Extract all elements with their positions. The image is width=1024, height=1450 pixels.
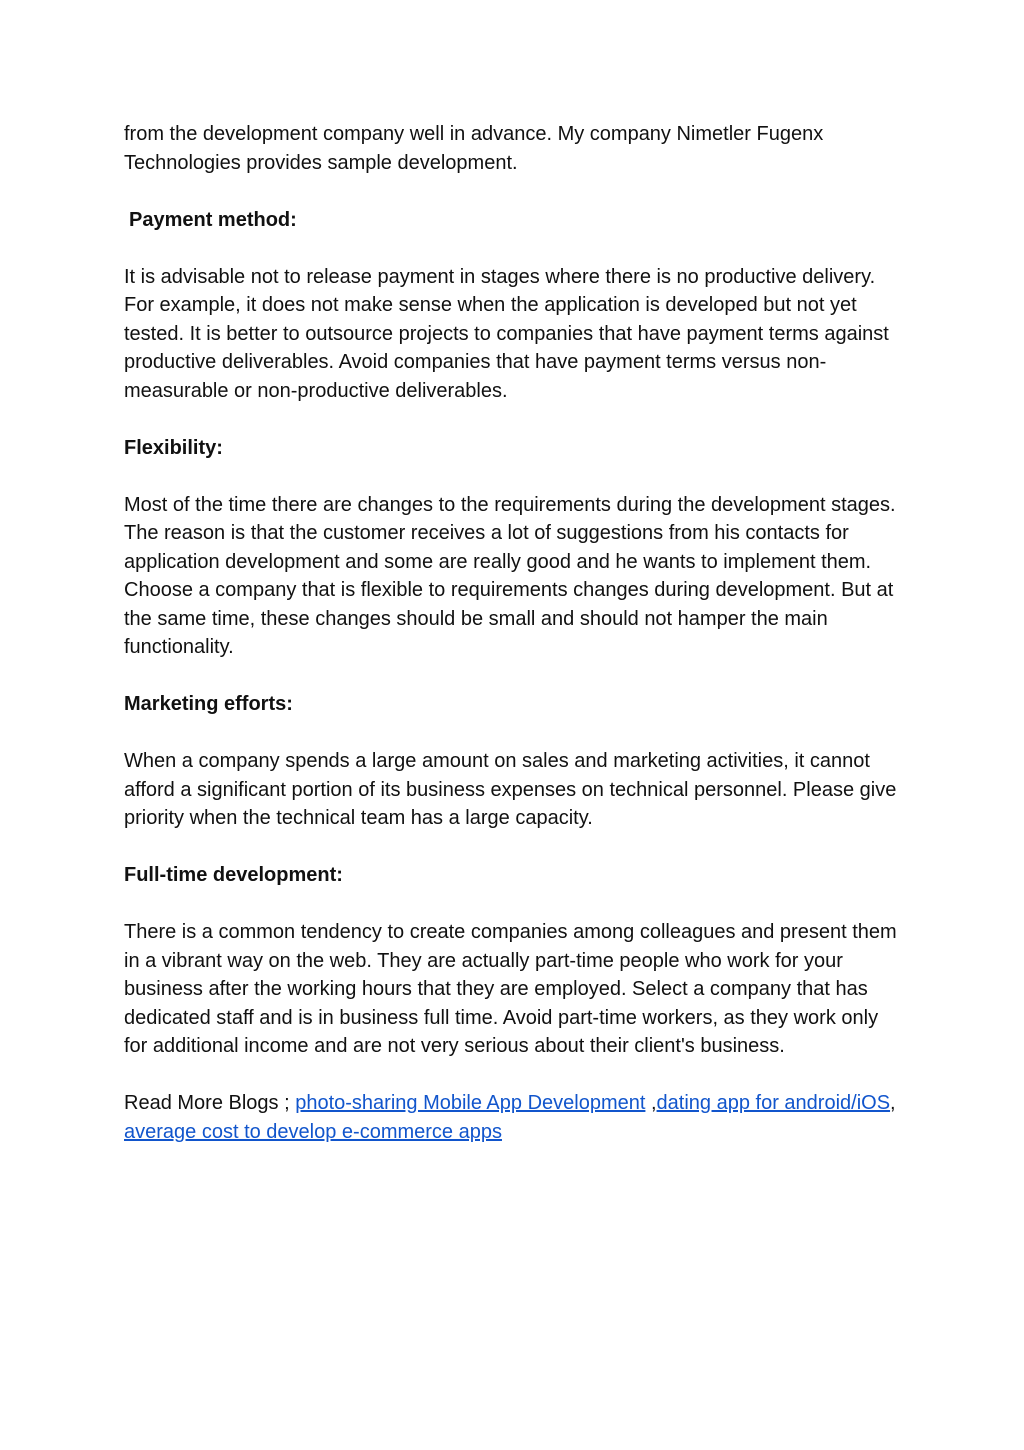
read-more-prefix: Read More Blogs ; [124, 1092, 296, 1114]
paragraph-flexibility-2: Choose a company that is flexible to requirements changes during development. But at the same time, these changes should be small and should not hamper the main functionality. [124, 579, 894, 658]
heading-payment-method: Payment method: [129, 208, 297, 231]
intro-paragraph: from the development company well in advance. My company Nimetler Fugenx Technologies provides sample development. [124, 123, 824, 174]
link-photo-sharing-app[interactable]: photo-sharing Mobile App Development [295, 1092, 646, 1114]
paragraph-full-time-development: There is a common tendency to create companies among colleagues and present them in a vibrant way on the web. They are actually part-time people who work for your business after the working hours that they are employed. Select a company that has dedicated staff and is in business full time. Avoid part-time workers, as they work only for additional income and are not very serious about their client's business. [124, 921, 897, 1057]
heading-full-time-development: Full-time development: [124, 864, 343, 886]
read-more-line [124, 1089, 904, 1146]
heading-flexibility: Flexibility: [124, 436, 223, 459]
read-more-separator-1: , [645, 1092, 657, 1114]
link-ecommerce-cost[interactable]: average cost to develop e-commerce apps [124, 1120, 502, 1143]
link-dating-app[interactable]: dating app for android/iOS [656, 1092, 891, 1114]
heading-marketing-efforts: Marketing efforts: [124, 693, 293, 715]
paragraph-payment-method: It is advisable not to release payment in stages where there is no productive delivery. For example, it does not make sense when the application is developed but not yet tested. It is better to outsource projects to companies that have payment terms against productive deliverables. Avoid companies that have payment terms versus non-measurable or non-productive deliverables. [124, 265, 889, 402]
read-more-separator-2: , [890, 1092, 896, 1114]
paragraph-marketing-efforts: When a company spends a large amount on sales and marketing activities, it cannot afford a significant portion of its business expenses on technical personnel. Please give priority when the technical team has a large capacity. [124, 750, 897, 829]
paragraph-flexibility-1: Most of the time there are changes to the requirements during the development stages. The reason is that the customer receives a lot of suggestions from his contacts for application development and some are really good and he wants to implement them. [124, 493, 896, 573]
document-page [124, 120, 904, 1146]
